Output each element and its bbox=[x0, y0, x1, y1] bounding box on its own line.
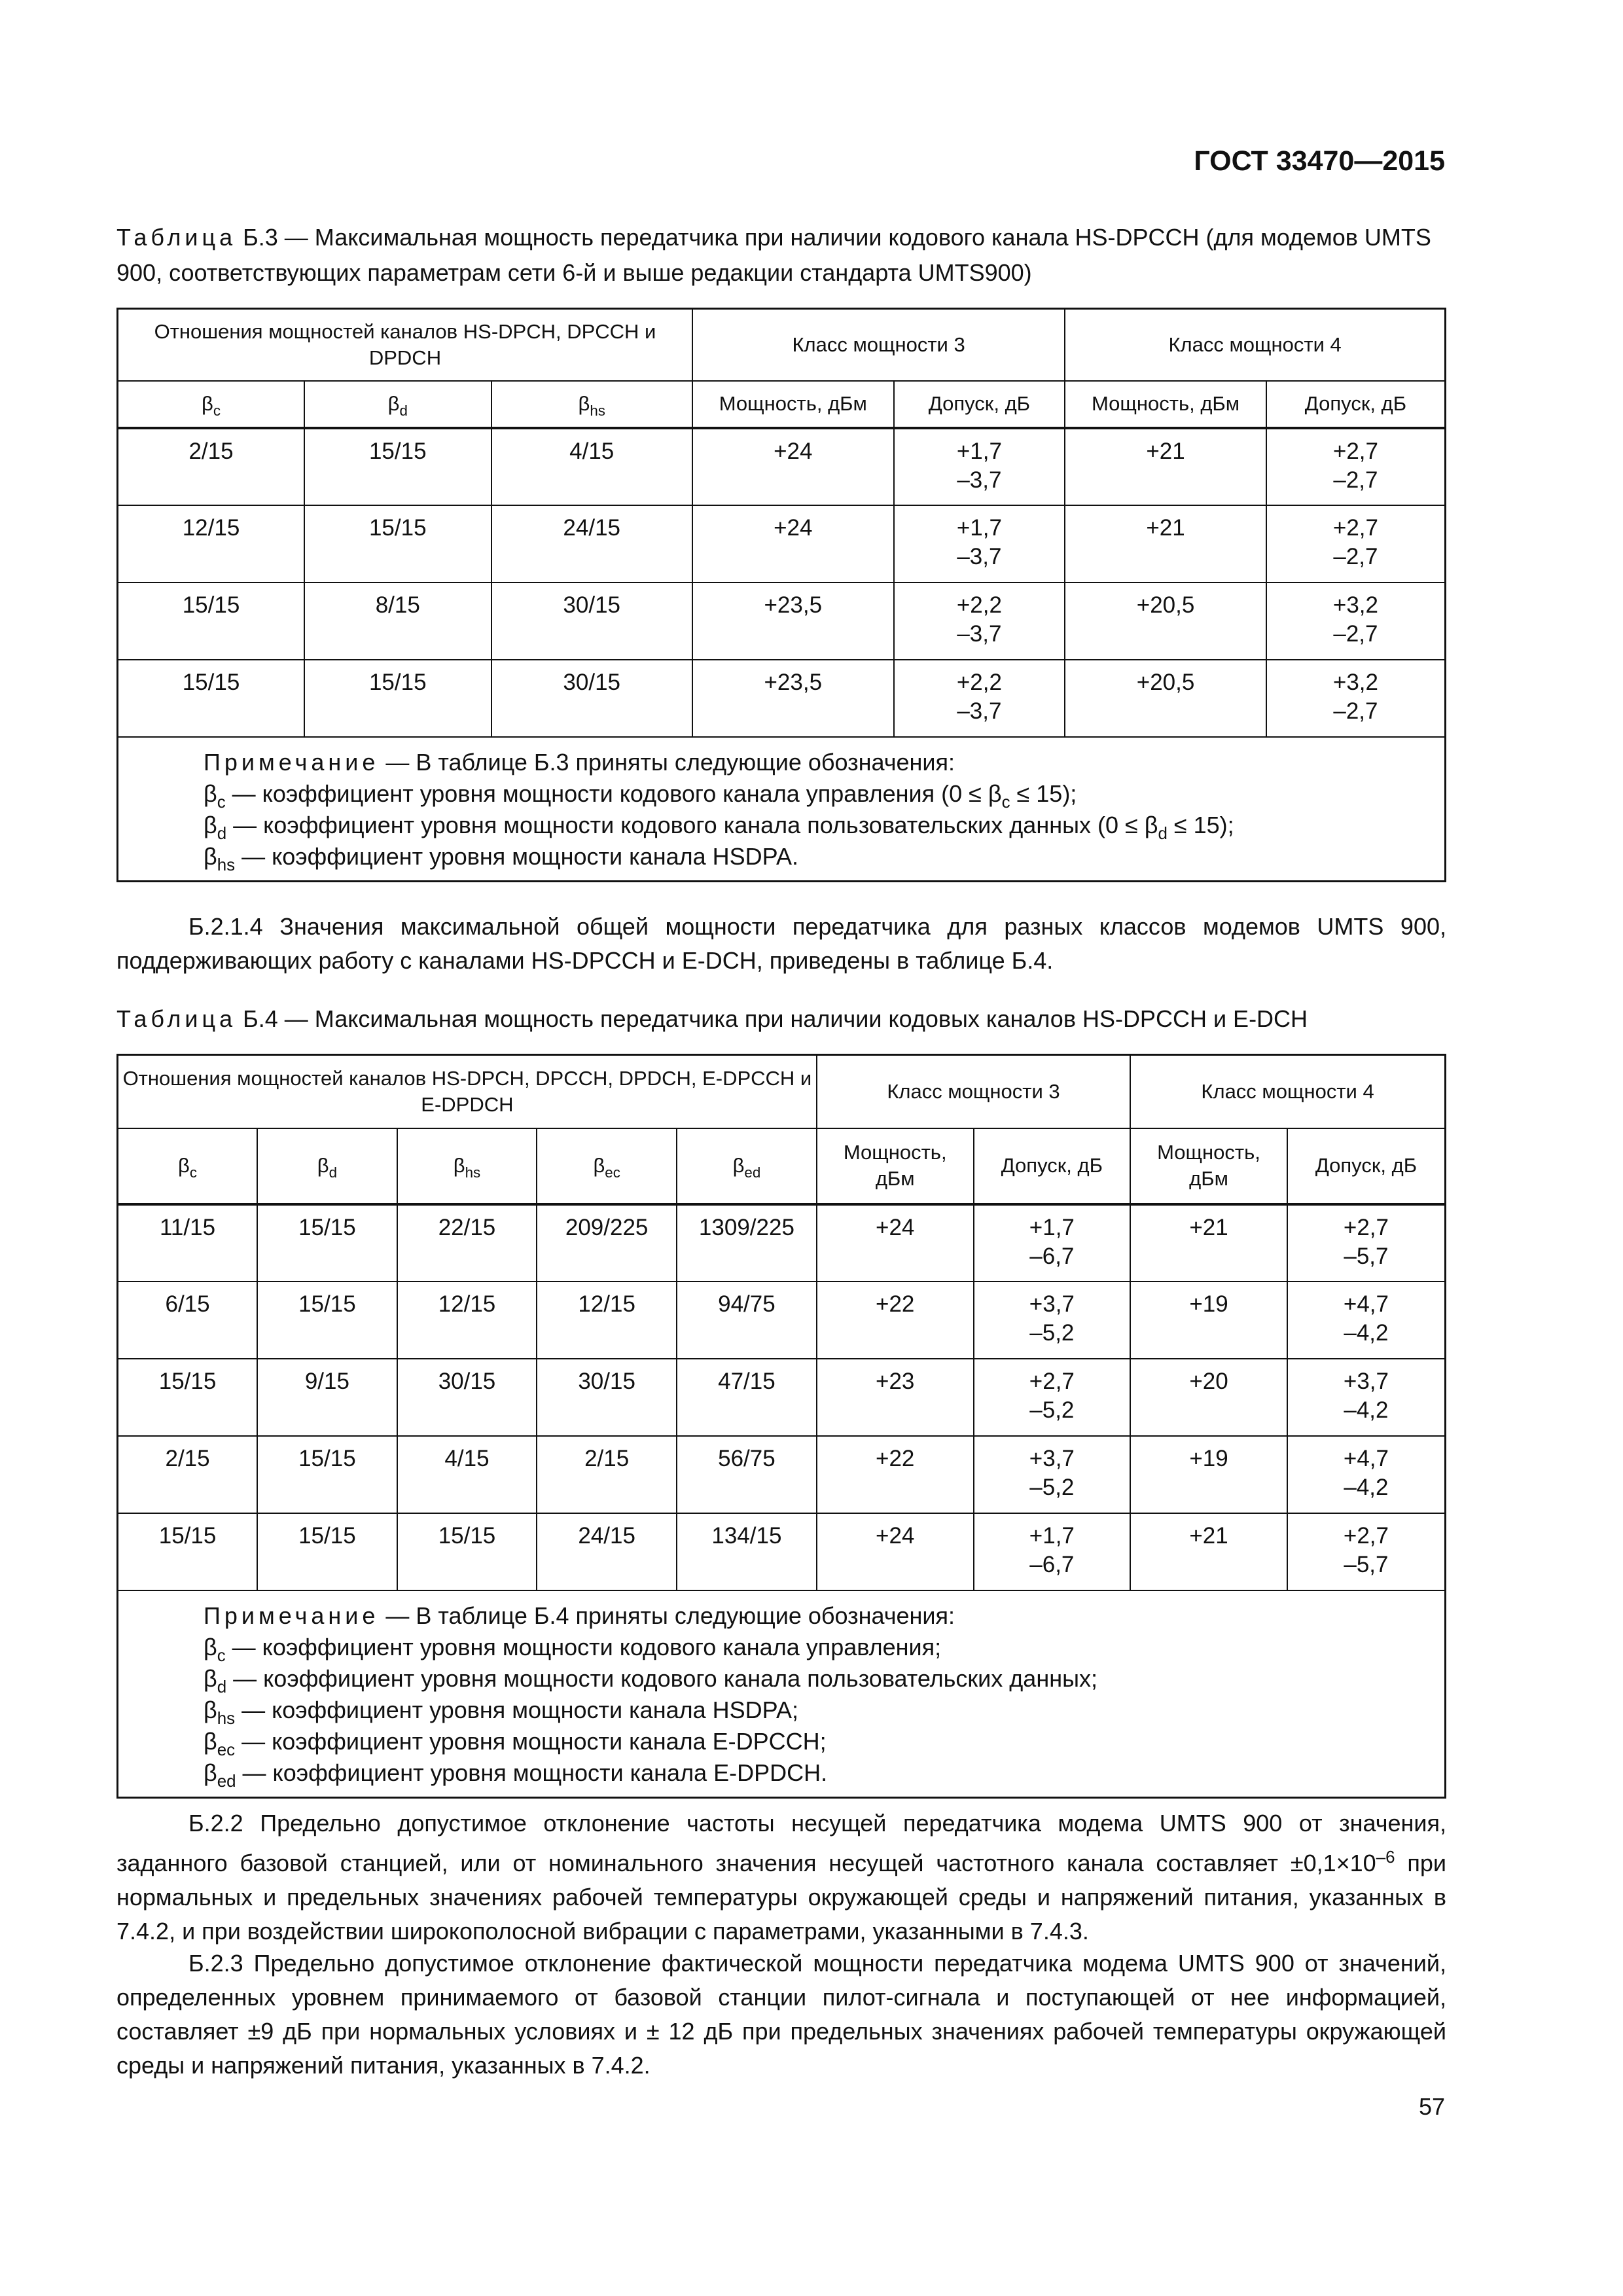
col-tol-4: Допуск, дБ bbox=[1287, 1128, 1446, 1204]
table-row: 6/15 15/15 12/15 12/15 94/75 +22 +3,7 –5,2 +19 +4,7 –4,2 bbox=[118, 1282, 1446, 1359]
table-b4-class4-header: Класс мощности 4 bbox=[1130, 1055, 1445, 1128]
table-row: 2/15 15/15 4/15 +24 +1,7 –3,7 +21 +2,7 –2,7 bbox=[118, 428, 1446, 505]
table-row: 15/15 9/15 30/15 30/15 47/15 +23 +2,7 –5,2 +20 +3,7 –4,2 bbox=[118, 1359, 1446, 1436]
table-b4-group-header: Отношения мощностей каналов HS-DPCH, DPCCH, DPDCH, E-DPCCH и E-DPDCH bbox=[118, 1055, 817, 1128]
table-b3-caption bbox=[116, 220, 1445, 291]
col-tol-3: Допуск, дБ bbox=[974, 1128, 1131, 1204]
table-b4-caption: Таблица Б.4 — Максимальная мощность передатчика при наличии кодовых каналов HS-DPCCH и E-DCH bbox=[116, 1005, 1308, 1032]
col-beta-d: $\beta_d$ bbox=[257, 1128, 397, 1204]
table-b3-class4-header: Класс мощности 4 bbox=[1065, 309, 1445, 381]
col-beta-ec: $\beta_{ec}$ bbox=[537, 1128, 677, 1204]
col-beta-d: $\beta_d$ bbox=[304, 381, 491, 428]
col-tol-3: Допуск, дБ bbox=[894, 381, 1065, 428]
table-b3-class3-header: Класс мощности 3 bbox=[692, 309, 1065, 381]
col-power-3: Мощность, дБм bbox=[817, 1128, 974, 1204]
table-b3 bbox=[116, 308, 1446, 882]
col-beta-c: $\beta_c$ bbox=[118, 381, 305, 428]
col-beta-c: $\beta_c$ bbox=[118, 1128, 258, 1204]
table-row: 15/15 15/15 15/15 24/15 134/15 +24 +1,7 –6,7 +21 +2,7 –5,7 bbox=[118, 1513, 1446, 1590]
paragraph-b22: Б.2.2 Предельно допустимое отклонение частоты несущей передатчика модема UMTS 900 от значения, заданного базовой станцией, или от номинального значения несущей частотного канала составляет $\pm 0,1\times 10^{-6}$ при нормальных и предельных значениях рабочей температуры окружающей среды и напряжений питания, указанных в 7.4.2, и при воздействии широкополосной вибрации с параметрами, указанными в 7.4.3. bbox=[116, 1810, 1446, 1945]
col-beta-hs: $\beta_{hs}$ bbox=[491, 381, 692, 428]
col-beta-hs: $\beta_{hs}$ bbox=[397, 1128, 537, 1204]
paragraph-b214: Б.2.1.4 Значения максимальной общей мощности передатчика для разных классов модемов UMTS 900, поддерживающих работу с каналами HS-DPCCH и E-DCH, приведены в таблице Б.4. bbox=[116, 913, 1446, 974]
table-b3-note-row bbox=[118, 737, 1446, 882]
table-b4-note-row bbox=[118, 1590, 1446, 1798]
caption-text: Б.3 — Максимальная мощность передатчика при наличии кодового канала HS-DPCCH (для модемов UMTS 900, соответствующих параметрам сети 6-й и выше редакции стандарта UMTS900) bbox=[116, 224, 1431, 286]
col-power-3: Мощность, дБм bbox=[692, 381, 894, 428]
table-row: 2/15 15/15 4/15 2/15 56/75 +22 +3,7 –5,2 +19 +4,7 –4,2 bbox=[118, 1436, 1446, 1513]
col-power-4: Мощность, дБм bbox=[1065, 381, 1266, 428]
page-number: 57 bbox=[1418, 2093, 1445, 2120]
table-row: 15/15 15/15 30/15 +23,5 +2,2 –3,7 +20,5 +3,2 –2,7 bbox=[118, 660, 1446, 737]
table-b3-body bbox=[118, 428, 1446, 882]
paragraph-b23: Б.2.3 Предельно допустимое отклонение фактической мощности передатчика модема UMTS 900 от значений, определенных уровнем принимаемого от базовой станции пилот-сигнала и поступающей от нее информацией, составляет ±9 дБ при нормальных условиях и ± 12 дБ при предельных значениях рабочей температуры окружающей среды и напряжений питания, указанных в 7.4.2. bbox=[116, 1950, 1446, 2079]
col-beta-ed: $\beta_{ed}$ bbox=[677, 1128, 817, 1204]
table-row: 12/15 15/15 24/15 +24 +1,7 –3,7 +21 +2,7 –2,7 bbox=[118, 505, 1446, 583]
table-b4-note: Примечание — В таблице Б.4 приняты следующие обозначения: $\beta_c$ — коэффициент уровня мощности кодового канала управления; $\beta_d$ — коэффициент уровня мощности кодового канала пользовательских данных; $\beta_{hs}$ — коэффициент уровня мощности канала HSDPA; $\beta_{ec}$ — коэффициент уровня мощности канала E-DPCCH; $\beta_{ed}$ — коэффициент уровня мощности канала E-DPDCH. bbox=[118, 1590, 1446, 1798]
caption-label: Таблица bbox=[116, 224, 237, 251]
col-power-4: Мощность, дБм bbox=[1130, 1128, 1287, 1204]
table-b3-note: Примечание — В таблице Б.3 приняты следующие обозначения: $\beta_c$ — коэффициент уровня мощности кодового канала управления $(0 \le \beta_c \le 15)$; $\beta_d$ — коэффициент уровня мощности кодового канала пользовательских данных $(0 \le \beta_d \le 15)$; $\beta_{hs}$ — коэффициент уровня мощности канала HSDPA. bbox=[118, 737, 1446, 882]
table-b4-class3-header: Класс мощности 3 bbox=[817, 1055, 1130, 1128]
col-tol-4: Допуск, дБ bbox=[1266, 381, 1446, 428]
table-b4-body bbox=[118, 1204, 1446, 1798]
table-row: 11/15 15/15 22/15 209/225 1309/225 +24 +1,7 –6,7 +21 +2,7 –5,7 bbox=[118, 1204, 1446, 1282]
document-id: ГОСТ 33470—2015 bbox=[1194, 145, 1445, 177]
table-b4 bbox=[116, 1054, 1446, 1799]
table-row: 15/15 8/15 30/15 +23,5 +2,2 –3,7 +20,5 +3,2 –2,7 bbox=[118, 583, 1446, 660]
table-b3-group-header: Отношения мощностей каналов HS-DPCH, DPCCH и DPDCH bbox=[118, 309, 692, 381]
